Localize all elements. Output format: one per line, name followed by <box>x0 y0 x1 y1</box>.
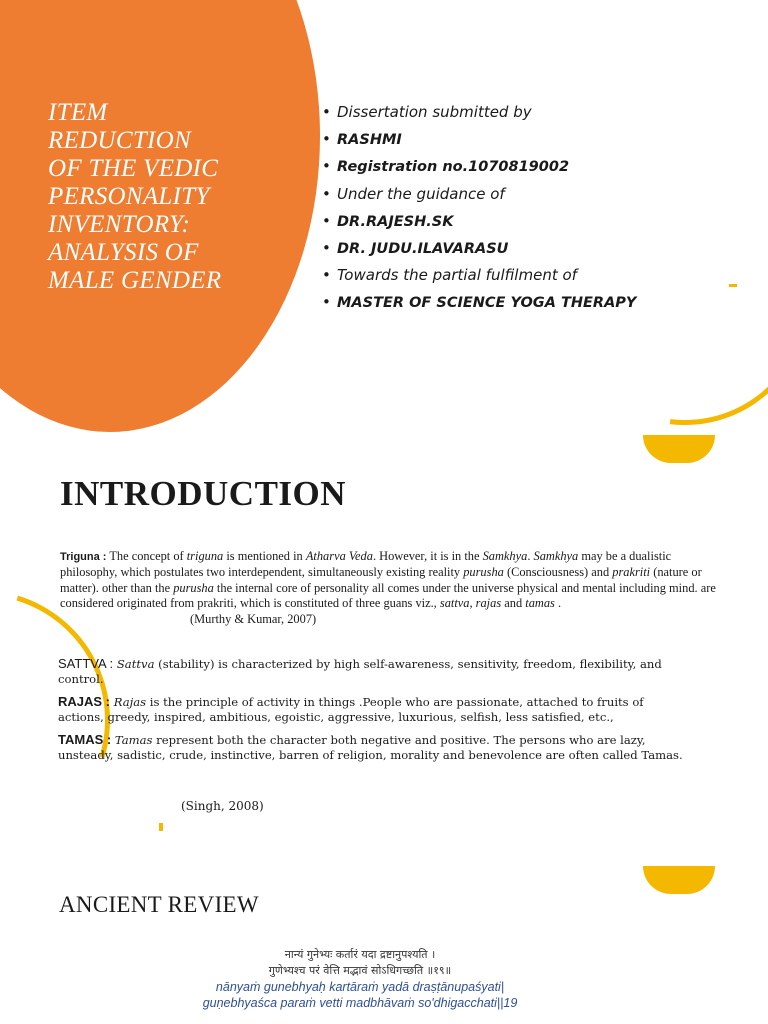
guide-name: DR.RAJESH.SK <box>337 213 454 230</box>
presentation-title <box>48 99 278 295</box>
submission-text: Under the guidance of <box>337 184 505 203</box>
decorative-dash <box>159 823 163 831</box>
submission-item <box>322 99 636 126</box>
title-line: MALE GENDER <box>48 267 222 294</box>
triguna-label: Triguna : <box>60 551 107 563</box>
verse-transliteration-line: guṇebhyaśca paraṁ vetti madbhāvaṁ so'dhigacchati||19 <box>202 996 518 1010</box>
registration-number: Registration no.1070819002 <box>337 159 570 176</box>
triguna-paragraph: Triguna : The concept of triguna is mentioned in Atharva Veda. However, it is in the Samkhya. Samkhya may be a dualistic philosophy, which postulates two interdependent, simultaneously existing reality purusha (Consciousness) and prakriti (nature or matter). other than the purusha the internal core of personality all comes under the universe physical and mental including mind. are considered originated from prakriti, which is constituted of three guans viz., sattva, rajas and tamas .(Murthy & Kumar, 2007) <box>60 549 716 626</box>
decorative-half-circle <box>643 435 715 463</box>
decorative-half-circle <box>643 866 715 894</box>
rajas-paragraph: RAJAS : Rajas is the principle of activity in things .People who are passionate, attached to fruits of actions, greedy, inspired, ambitious, egoistic, aggressive, luxurious, selfish, less satisfied, etc., <box>58 693 644 725</box>
bullet-icon: • <box>322 184 331 203</box>
ancient-review-heading: ANCIENT REVIEW <box>59 892 259 917</box>
title-line: INVENTORY: <box>48 211 191 238</box>
title-line: OF THE VEDIC <box>48 155 219 182</box>
citation: (Murthy & Kumar, 2007) <box>190 611 317 626</box>
verse-devanagari-line: गुणेभ्यश्च परं वेत्ति मद्भावं सोऽधिगच्छति ॥१९॥ <box>268 964 452 977</box>
submission-text: Towards the partial fulfilment of <box>337 266 577 285</box>
verse-devanagari-line: नान्यं गुनेभ्यः कर्तारं यदा द्रष्टानुपश्यति । <box>284 948 436 961</box>
tamas-term: TAMAS : <box>58 731 112 747</box>
student-name: RASHMI <box>337 132 402 149</box>
bullet-icon: • <box>322 293 331 312</box>
guide-name: DR. JUDU.ILAVARASU <box>337 240 509 257</box>
bullet-icon: • <box>322 211 331 230</box>
bullet-icon: • <box>322 130 331 149</box>
sanskrit-verse <box>160 947 560 1011</box>
citation: (Singh, 2008) <box>181 799 264 813</box>
title-line: PERSONALITY <box>48 183 210 210</box>
bullet-icon: • <box>322 266 331 285</box>
bullet-icon: • <box>322 103 331 121</box>
introduction-heading: INTRODUCTION <box>60 474 347 513</box>
submission-item <box>322 153 636 180</box>
bullet-icon: • <box>322 157 331 176</box>
degree-name: MASTER OF SCIENCE YOGA THERAPY <box>337 295 637 312</box>
sattva-term: SATTVA : <box>58 656 114 671</box>
title-line: ITEM <box>48 99 108 126</box>
submission-text: Dissertation submitted by <box>337 103 532 121</box>
title-line: REDUCTION <box>48 127 191 154</box>
title-line: ANALYSIS OF <box>48 239 199 266</box>
tamas-paragraph: TAMAS : Tamas represent both the character both negative and positive. The persons who are lazy, unsteady, sadistic, crude, instinctive, barren of religion, morality and benevolence are often called Tamas. <box>58 731 683 763</box>
verse-transliteration-line: nānyaṁ gunebhyaḥ kartāraṁ yadā draṣṭānupaśyati| <box>215 980 505 994</box>
sattva-paragraph: SATTVA : Sattva (stability) is characterized by high self-awareness, sensitivity, freedom, flexibility, and control. <box>58 656 662 687</box>
submission-item <box>322 181 636 208</box>
rajas-term: RAJAS : <box>58 693 111 709</box>
bullet-icon: • <box>322 238 331 257</box>
submission-item <box>322 126 636 153</box>
gunas-section <box>58 656 688 769</box>
